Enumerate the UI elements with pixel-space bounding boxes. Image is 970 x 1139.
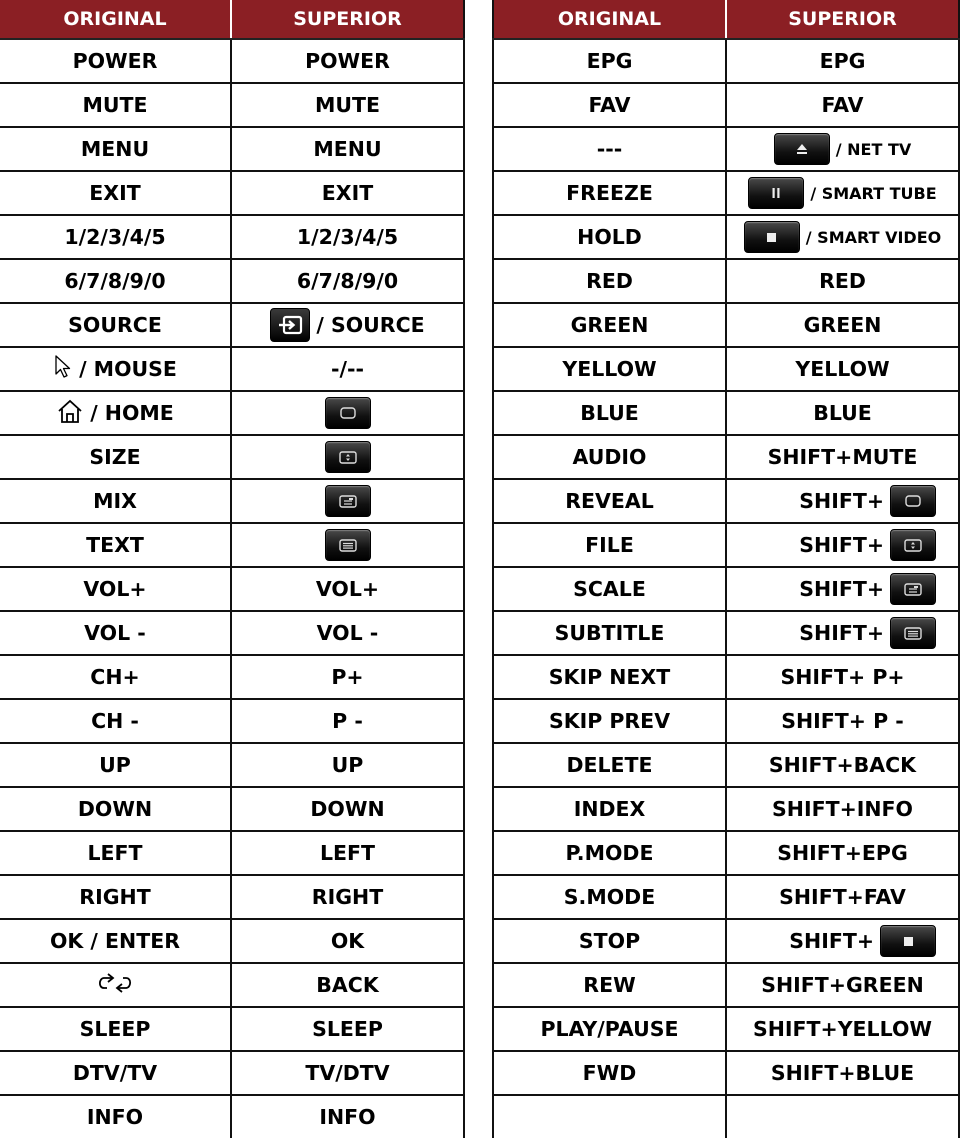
cell-text: SHIFT+ P -	[781, 709, 904, 733]
cell-text: VOL -	[84, 621, 146, 645]
cell-text: LEFT	[319, 841, 376, 865]
cell-text: P.MODE	[565, 841, 654, 865]
cell-text: EXIT	[89, 181, 141, 205]
original-cell	[493, 127, 726, 171]
cell-text: SHIFT+	[789, 929, 874, 953]
table-row	[0, 611, 464, 655]
cell-text: / MOUSE	[79, 357, 177, 381]
shift-combo	[727, 485, 958, 517]
cell-text: LEFT	[87, 841, 143, 865]
original-cell	[493, 83, 726, 127]
superior-cell	[231, 567, 464, 611]
cell-text: SHIFT+FAV	[779, 885, 906, 909]
superior-cell	[726, 171, 959, 215]
table-row	[493, 1051, 959, 1095]
superior-cell	[231, 83, 464, 127]
cell-text: MUTE	[314, 93, 381, 117]
original-cell	[0, 435, 231, 479]
superior-cell	[231, 303, 464, 347]
text-button-icon	[890, 617, 936, 649]
original-cell	[0, 1095, 231, 1138]
original-cell	[493, 215, 726, 259]
table-row	[0, 479, 464, 523]
cell-text: RED	[586, 269, 633, 293]
original-cell	[0, 303, 231, 347]
stop-button-icon	[744, 221, 800, 253]
original-cell	[493, 391, 726, 435]
header-row	[493, 0, 959, 39]
original-cell	[0, 171, 231, 215]
original-cell	[493, 1007, 726, 1051]
original-cell	[0, 787, 231, 831]
original-cell	[493, 259, 726, 303]
table-row	[493, 303, 959, 347]
cell-text: MENU	[313, 137, 382, 161]
cell-text: SOURCE	[68, 313, 162, 337]
table-row	[0, 787, 464, 831]
superior-cell	[726, 347, 959, 391]
table-row	[493, 1007, 959, 1051]
superior-cell	[726, 831, 959, 875]
mapping-table-right-body	[493, 39, 959, 1138]
original-cell	[493, 171, 726, 215]
table-row	[493, 127, 959, 171]
table-row	[0, 83, 464, 127]
superior-cell	[231, 1051, 464, 1095]
icon-label	[325, 397, 371, 429]
text-button-icon	[325, 529, 371, 561]
cell-text: FAV	[588, 93, 631, 117]
superior-cell	[231, 875, 464, 919]
superior-cell	[726, 39, 959, 83]
cell-text: VOL -	[316, 621, 379, 645]
table-row	[493, 875, 959, 919]
cell-text: SHIFT+	[799, 489, 884, 513]
table-row	[0, 743, 464, 787]
cell-text: P -	[332, 709, 363, 733]
cell-text: / NET TV	[835, 139, 912, 159]
eject-button-icon	[774, 133, 830, 165]
icon-label	[56, 398, 174, 429]
size-button-icon	[325, 441, 371, 473]
cell-text: MUTE	[82, 93, 148, 117]
original-cell	[0, 963, 231, 1007]
cell-text: SLEEP	[79, 1017, 151, 1041]
cell-text: SKIP PREV	[548, 709, 671, 733]
mapping-table-right	[492, 0, 960, 1138]
icon-label	[270, 308, 424, 342]
original-cell	[493, 523, 726, 567]
original-cell	[0, 611, 231, 655]
superior-cell	[231, 523, 464, 567]
table-row	[493, 523, 959, 567]
cell-text: 1/2/3/4/5	[296, 225, 399, 249]
cell-text: RIGHT	[311, 885, 384, 909]
size-button-icon	[890, 529, 936, 561]
superior-cell	[726, 215, 959, 259]
cell-text: FILE	[585, 533, 634, 557]
cell-text: FWD	[582, 1061, 637, 1085]
cell-text: SUBTITLE	[554, 621, 665, 645]
table-row	[493, 215, 959, 259]
original-cell	[0, 39, 231, 83]
cell-text: INFO	[86, 1105, 144, 1129]
cell-text: SHIFT+	[799, 533, 884, 557]
header-superior: SUPERIOR	[726, 0, 959, 39]
pause-button-icon	[748, 177, 804, 209]
original-cell	[0, 743, 231, 787]
cell-text: -/--	[330, 357, 364, 381]
cell-text: TEXT	[86, 533, 144, 557]
original-cell	[493, 919, 726, 963]
superior-cell	[231, 611, 464, 655]
table-row	[0, 1007, 464, 1051]
cell-text: POWER	[72, 49, 158, 73]
superior-cell	[231, 1095, 464, 1138]
table-row	[0, 347, 464, 391]
cell-text: STOP	[578, 929, 641, 953]
cell-text: INDEX	[573, 797, 646, 821]
superior-cell	[231, 919, 464, 963]
superior-cell	[726, 875, 959, 919]
table-row	[493, 391, 959, 435]
cell-text: TV/DTV	[305, 1061, 390, 1085]
superior-cell	[231, 831, 464, 875]
original-cell	[493, 787, 726, 831]
superior-cell	[726, 435, 959, 479]
cell-text: UP	[331, 753, 364, 777]
cell-text: 1/2/3/4/5	[64, 225, 166, 249]
cell-text: RED	[819, 269, 866, 293]
original-cell	[0, 1051, 231, 1095]
cell-text: GREEN	[803, 313, 882, 337]
original-cell	[493, 831, 726, 875]
superior-cell	[726, 655, 959, 699]
table-row	[493, 743, 959, 787]
table-row	[493, 787, 959, 831]
original-cell	[493, 963, 726, 1007]
table-row	[0, 919, 464, 963]
table-row	[0, 215, 464, 259]
cell-text: BACK	[316, 973, 379, 997]
original-cell	[493, 39, 726, 83]
cell-text: SHIFT+	[799, 621, 884, 645]
cell-text: REVEAL	[565, 489, 654, 513]
home-icon	[56, 398, 84, 429]
superior-cell	[726, 83, 959, 127]
icon-label	[744, 221, 941, 253]
cell-text: BLUE	[580, 401, 639, 425]
table-row	[0, 303, 464, 347]
superior-cell	[231, 479, 464, 523]
table-row	[0, 1095, 464, 1138]
cell-text: SHIFT+GREEN	[761, 973, 924, 997]
superior-cell	[726, 787, 959, 831]
return-arrows-icon	[94, 971, 136, 1000]
superior-cell	[231, 347, 464, 391]
original-cell	[0, 1007, 231, 1051]
superior-cell	[726, 919, 959, 963]
table-row	[0, 259, 464, 303]
superior-cell	[726, 259, 959, 303]
cell-text: GREEN	[570, 313, 649, 337]
superior-cell	[231, 171, 464, 215]
original-cell	[493, 435, 726, 479]
cell-text: FREEZE	[566, 181, 653, 205]
shift-combo	[727, 573, 958, 605]
cell-text: SCALE	[573, 577, 646, 601]
table-row	[493, 39, 959, 83]
superior-cell	[231, 743, 464, 787]
superior-cell	[726, 127, 959, 171]
mix-button-icon	[325, 485, 371, 517]
table-row	[493, 611, 959, 655]
superior-cell	[231, 39, 464, 83]
table-row	[493, 83, 959, 127]
cell-text: OK	[330, 929, 365, 953]
cell-text: DTV/TV	[72, 1061, 158, 1085]
icon-label	[325, 485, 371, 517]
cell-text: REW	[583, 973, 636, 997]
cell-text: SKIP NEXT	[548, 665, 671, 689]
cell-text: SLEEP	[312, 1017, 383, 1041]
table-row	[493, 479, 959, 523]
cell-text: MENU	[80, 137, 150, 161]
shift-combo	[727, 529, 958, 561]
superior-cell	[726, 391, 959, 435]
cell-text: CH+	[90, 665, 140, 689]
cell-text: VOL+	[83, 577, 147, 601]
cell-text: SHIFT+ P+	[780, 665, 905, 689]
table-row	[0, 391, 464, 435]
table-row	[493, 655, 959, 699]
original-cell	[493, 743, 726, 787]
original-cell	[0, 831, 231, 875]
original-cell	[493, 1051, 726, 1095]
superior-cell	[726, 523, 959, 567]
table-row	[493, 699, 959, 743]
table-row	[0, 1051, 464, 1095]
original-cell	[493, 347, 726, 391]
superior-cell	[231, 127, 464, 171]
original-cell	[493, 479, 726, 523]
table-row	[493, 919, 959, 963]
cell-text: SHIFT+EPG	[777, 841, 908, 865]
original-cell	[0, 699, 231, 743]
original-cell	[493, 1095, 726, 1138]
table-row	[493, 435, 959, 479]
table-row	[493, 1095, 959, 1138]
table-row	[0, 875, 464, 919]
table-row	[0, 39, 464, 83]
superior-cell	[231, 787, 464, 831]
cell-text: EXIT	[321, 181, 374, 205]
superior-cell	[231, 435, 464, 479]
cell-text: VOL+	[315, 577, 380, 601]
cell-text: DOWN	[77, 797, 153, 821]
original-cell	[493, 567, 726, 611]
original-cell	[493, 303, 726, 347]
icon-label	[53, 354, 177, 385]
cell-text: / HOME	[90, 401, 174, 425]
cell-text: INFO	[319, 1105, 376, 1129]
mapping-table-left-body	[0, 39, 464, 1138]
table-row	[493, 567, 959, 611]
icon-label	[325, 529, 371, 561]
superior-cell	[726, 567, 959, 611]
table-row	[493, 171, 959, 215]
superior-cell	[231, 215, 464, 259]
table-row	[493, 259, 959, 303]
original-cell	[493, 655, 726, 699]
superior-cell	[726, 1007, 959, 1051]
original-cell	[0, 875, 231, 919]
cell-text: SIZE	[89, 445, 141, 469]
original-cell	[0, 567, 231, 611]
table-row	[0, 435, 464, 479]
rounded-rect-button-icon	[890, 485, 936, 517]
cell-text: / SMART VIDEO	[805, 227, 942, 247]
cell-text: EPG	[819, 49, 866, 73]
cell-text: UP	[99, 753, 131, 777]
original-cell	[0, 919, 231, 963]
original-cell	[0, 83, 231, 127]
cell-text: AUDIO	[572, 445, 647, 469]
superior-cell	[231, 699, 464, 743]
original-cell	[493, 699, 726, 743]
cell-text: YELLOW	[562, 357, 657, 381]
table-row	[0, 655, 464, 699]
header-original: ORIGINAL	[493, 0, 726, 39]
mapping-table-left	[0, 0, 465, 1138]
superior-cell	[231, 655, 464, 699]
cell-text: SHIFT+INFO	[772, 797, 913, 821]
cell-text: MIX	[93, 489, 137, 513]
header-original: ORIGINAL	[0, 0, 231, 39]
header-superior: SUPERIOR	[231, 0, 464, 39]
mix-button-icon	[890, 573, 936, 605]
superior-cell	[726, 1095, 959, 1138]
cell-text: 6/7/8/9/0	[64, 269, 166, 293]
cell-text: 6/7/8/9/0	[296, 269, 399, 293]
cell-text: YELLOW	[795, 357, 890, 381]
cell-text: S.MODE	[563, 885, 656, 909]
original-cell	[0, 127, 231, 171]
rounded-rect-button-icon	[325, 397, 371, 429]
original-cell	[0, 391, 231, 435]
cell-text: SHIFT+MUTE	[767, 445, 918, 469]
table-row	[0, 963, 464, 1007]
cell-text: / SOURCE	[316, 313, 425, 337]
superior-cell	[726, 699, 959, 743]
table-row	[0, 831, 464, 875]
superior-cell	[726, 611, 959, 655]
cell-text: OK / ENTER	[49, 929, 180, 953]
original-cell	[0, 347, 231, 391]
cell-text: SHIFT+	[799, 577, 884, 601]
mouse-pointer-icon	[53, 354, 73, 385]
superior-cell	[726, 303, 959, 347]
cell-text: HOLD	[577, 225, 642, 249]
cell-text: CH -	[91, 709, 139, 733]
table-row	[493, 831, 959, 875]
superior-cell	[726, 479, 959, 523]
cell-text: PLAY/PAUSE	[540, 1017, 679, 1041]
cell-text: SHIFT+BACK	[768, 753, 917, 777]
icon-label	[94, 971, 136, 1000]
original-cell	[0, 523, 231, 567]
shift-combo	[727, 925, 958, 957]
icon-label	[774, 133, 912, 165]
superior-cell	[726, 963, 959, 1007]
table-row	[493, 963, 959, 1007]
cell-text: POWER	[305, 49, 390, 73]
cell-text: SHIFT+YELLOW	[753, 1017, 932, 1041]
icon-label	[325, 441, 371, 473]
original-cell	[493, 611, 726, 655]
table-row	[0, 127, 464, 171]
cell-text: ---	[596, 137, 623, 161]
cell-text: / SMART TUBE	[810, 183, 937, 203]
shift-combo	[727, 617, 958, 649]
superior-cell	[726, 743, 959, 787]
table-row	[493, 347, 959, 391]
header-row	[0, 0, 464, 39]
cell-text: SHIFT+BLUE	[770, 1061, 915, 1085]
original-cell	[0, 655, 231, 699]
cell-text: EPG	[586, 49, 633, 73]
superior-cell	[231, 1007, 464, 1051]
stop-button-icon	[880, 925, 936, 957]
cell-text: P+	[331, 665, 364, 689]
cell-text: RIGHT	[79, 885, 151, 909]
cell-text: FAV	[821, 93, 864, 117]
superior-cell	[726, 1051, 959, 1095]
original-cell	[493, 875, 726, 919]
icon-label	[748, 177, 936, 209]
table-row	[0, 567, 464, 611]
original-cell	[0, 259, 231, 303]
table-row	[0, 523, 464, 567]
source-input-icon	[270, 308, 310, 342]
cell-text: DOWN	[310, 797, 385, 821]
table-row	[0, 699, 464, 743]
cell-text: BLUE	[813, 401, 872, 425]
cell-text: DELETE	[566, 753, 653, 777]
original-cell	[0, 479, 231, 523]
original-cell	[0, 215, 231, 259]
superior-cell	[231, 963, 464, 1007]
table-row	[0, 171, 464, 215]
superior-cell	[231, 391, 464, 435]
superior-cell	[231, 259, 464, 303]
